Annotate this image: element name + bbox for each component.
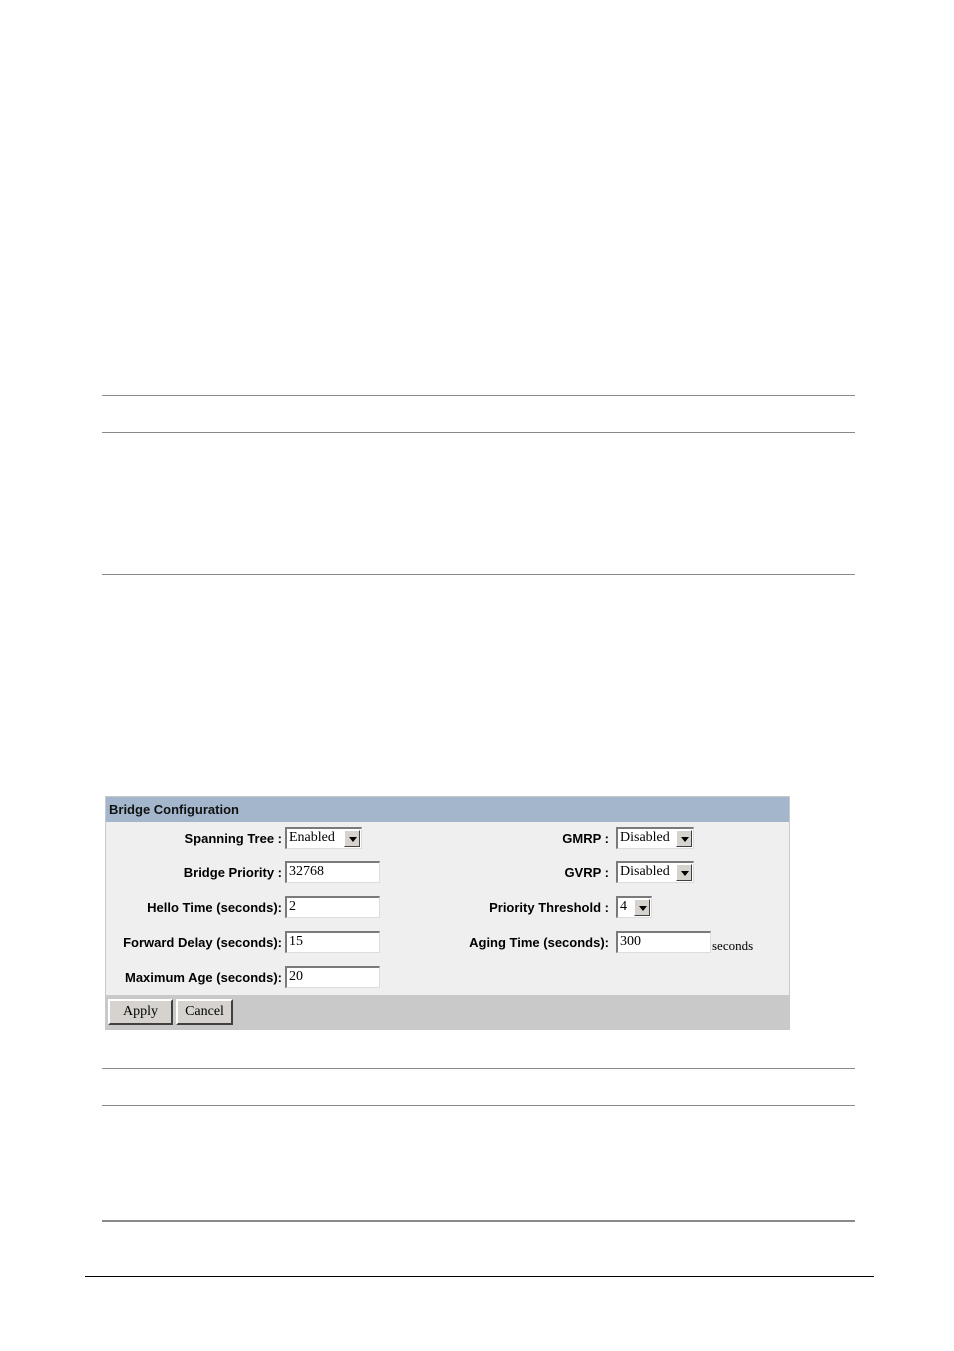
bridge-priority-label: Bridge Priority :	[183, 865, 282, 880]
aging-time-unit: seconds	[712, 938, 754, 953]
gvrp-select[interactable]	[616, 861, 694, 883]
aging-time-label: Aging Time (seconds):	[469, 935, 609, 950]
cancel-button[interactable]: Cancel	[176, 999, 233, 1025]
divider-bottom-1	[102, 1068, 855, 1069]
hello-time-label: Hello Time (seconds):	[147, 900, 282, 915]
apply-button[interactable]: Apply	[108, 999, 173, 1025]
gvrp-label: GVRP :	[564, 865, 609, 880]
priority-threshold-value: 4	[620, 899, 627, 914]
chevron-down-icon[interactable]	[634, 899, 650, 916]
forward-delay-input[interactable]: 15	[285, 931, 380, 953]
gvrp-value: Disabled	[620, 864, 670, 879]
divider-bottom-3	[102, 1220, 855, 1222]
chevron-down-icon[interactable]	[344, 830, 360, 847]
divider-top-2	[102, 432, 855, 433]
spanning-tree-select[interactable]	[285, 827, 362, 849]
forward-delay-label: Forward Delay (seconds):	[123, 935, 282, 950]
priority-threshold-select[interactable]	[616, 896, 652, 918]
maximum-age-input[interactable]: 20	[285, 966, 380, 988]
chevron-down-icon[interactable]	[676, 830, 692, 847]
divider-top-3	[102, 574, 855, 575]
divider-top-1	[102, 395, 855, 396]
panel-title: Bridge Configuration	[106, 797, 789, 822]
page-footer-rule	[85, 1276, 874, 1277]
gmrp-select[interactable]	[616, 827, 694, 849]
divider-bottom-2	[102, 1105, 855, 1106]
bridge-priority-input[interactable]: 32768	[285, 861, 380, 883]
hello-time-input[interactable]: 2	[285, 896, 380, 918]
maximum-age-label: Maximum Age (seconds):	[125, 970, 282, 985]
chevron-down-icon[interactable]	[676, 864, 692, 881]
gmrp-value: Disabled	[620, 830, 670, 845]
priority-threshold-label: Priority Threshold :	[489, 900, 609, 915]
aging-time-input[interactable]: 300	[616, 931, 711, 953]
panel-footer	[106, 995, 789, 1029]
gmrp-label: GMRP :	[562, 831, 609, 846]
spanning-tree-label: Spanning Tree :	[184, 831, 282, 846]
bridge-configuration-panel	[105, 796, 790, 1030]
spanning-tree-value: Enabled	[289, 830, 335, 845]
